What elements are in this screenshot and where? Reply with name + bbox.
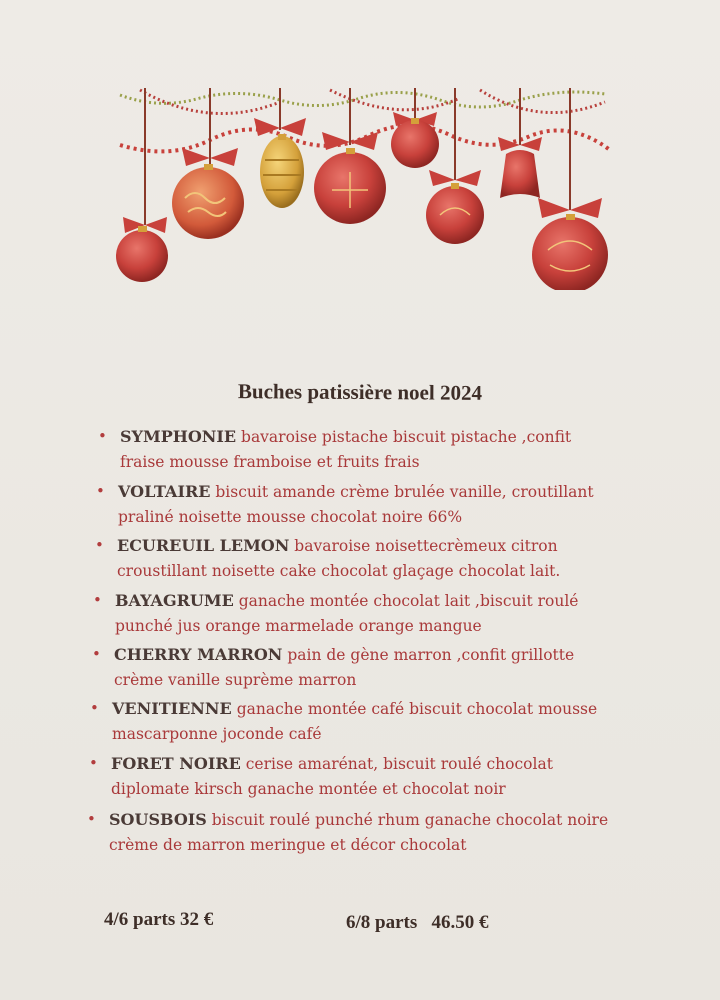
- item-name: CHERRY MARRON: [114, 645, 283, 664]
- item-description-line2: punché jus orange marmelade orange mangue: [115, 617, 482, 635]
- list-item: [95, 533, 561, 584]
- item-description-line2: diplomate kirsch ganache montée et chocolat noir: [111, 780, 506, 798]
- list-item: [98, 424, 572, 475]
- item-description: ganache montée café biscuit chocolat mousse: [236, 700, 598, 718]
- item-description: bavaroise noisettecrèmeux citron: [294, 537, 558, 555]
- list-item: [92, 642, 575, 693]
- item-name: FORET NOIRE: [111, 754, 241, 773]
- item-description: bavaroise pistache biscuit pistache ,confit: [241, 428, 572, 446]
- item-description-line2: mascarponne joconde café: [112, 725, 322, 743]
- bullet-icon: •: [98, 427, 107, 445]
- item-name: SYMPHONIE: [120, 427, 237, 446]
- list-item: [87, 807, 609, 858]
- list-item: [89, 751, 553, 802]
- item-description: pain de gène marron ,confit grillotte: [287, 646, 575, 664]
- item-description-line2: crème de marron meringue et décor chocolat: [109, 836, 467, 854]
- item-name: SOUSBOIS: [109, 810, 207, 829]
- bullet-icon: •: [92, 645, 101, 663]
- item-description: ganache montée chocolat lait ,biscuit roulé: [238, 592, 579, 610]
- bullet-icon: •: [95, 536, 104, 554]
- bullet-icon: •: [87, 810, 96, 828]
- bullet-icon: •: [89, 754, 98, 772]
- list-item: [93, 588, 579, 639]
- menu-title: Buches patissière noel 2024: [237, 379, 483, 405]
- christmas-ornaments-decoration: [100, 80, 620, 290]
- list-item: [96, 479, 594, 530]
- item-name: ECUREUIL LEMON: [117, 536, 290, 555]
- item-name: BAYAGRUME: [115, 591, 234, 610]
- list-item: [90, 696, 598, 747]
- bullet-icon: •: [96, 482, 105, 500]
- item-description-line2: crème vanille suprème marron: [114, 671, 357, 689]
- item-description-line2: praliné noisette mousse chocolat noire 66%: [118, 508, 463, 526]
- bullet-icon: •: [93, 591, 102, 609]
- item-description: biscuit amande crème brulée vanille, croutillant: [215, 483, 594, 501]
- item-description: cerise amarénat, biscuit roulé chocolat: [245, 755, 553, 773]
- bullet-icon: •: [90, 699, 99, 717]
- item-description: biscuit roulé punché rhum ganache chocolat noire: [211, 811, 609, 829]
- item-description-line2: croustillant noisette cake chocolat glaçage chocolat lait.: [117, 562, 561, 580]
- item-name: VENITIENNE: [112, 699, 232, 718]
- price-large: 6/8 parts 46.50 €: [346, 912, 489, 933]
- item-name: VOLTAIRE: [118, 482, 211, 501]
- item-description-line2: fraise mousse framboise et fruits frais: [120, 453, 420, 471]
- price-small: 4/6 parts 32 €: [104, 909, 214, 930]
